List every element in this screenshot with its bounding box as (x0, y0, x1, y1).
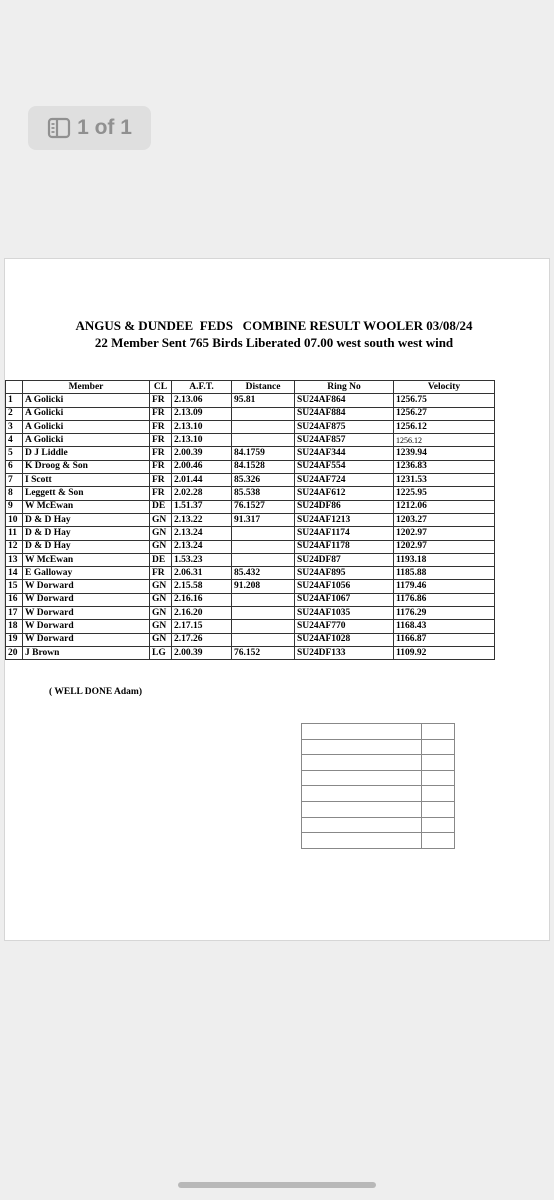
table-cell: 2.02.28 (172, 487, 232, 500)
table-cell: 16 (6, 593, 23, 606)
table-cell: A Golicki (23, 434, 150, 447)
table-row (6, 447, 495, 460)
empty-grid-cell (422, 755, 455, 771)
table-cell: 15 (6, 580, 23, 593)
table-cell: 1236.83 (394, 460, 495, 473)
table-cell: 85.432 (232, 567, 295, 580)
table-cell: 2.13.10 (172, 434, 232, 447)
table-cell: 17 (6, 607, 23, 620)
table-cell: SU24DF86 (295, 500, 394, 513)
empty-grid-row (302, 770, 455, 786)
table-cell: SU24AF1056 (295, 580, 394, 593)
table-cell: 1.51.37 (172, 500, 232, 513)
empty-grid-row (302, 755, 455, 771)
table-cell: GN (150, 620, 172, 633)
column-header (6, 381, 23, 394)
table-row (6, 420, 495, 433)
table-cell: 1202.97 (394, 527, 495, 540)
empty-grid-table (301, 723, 455, 849)
column-header: A.F.T. (172, 381, 232, 394)
table-cell: SU24DF87 (295, 553, 394, 566)
table-cell: 1202.97 (394, 540, 495, 553)
table-cell: W Dorward (23, 620, 150, 633)
table-cell: 2.00.39 (172, 447, 232, 460)
table-cell: 19 (6, 633, 23, 646)
column-header: Member (23, 381, 150, 394)
table-cell: SU24AF554 (295, 460, 394, 473)
empty-grid-row (302, 786, 455, 802)
table-cell: 1203.27 (394, 513, 495, 526)
table-cell: SU24AF1035 (295, 607, 394, 620)
table-row (6, 607, 495, 620)
table-cell: 1168.43 (394, 620, 495, 633)
table-cell: 2.00.39 (172, 646, 232, 659)
column-header: CL (150, 381, 172, 394)
table-cell: FR (150, 420, 172, 433)
table-cell (232, 540, 295, 553)
table-cell: SU24AF1067 (295, 593, 394, 606)
document-title: ANGUS & DUNDEE FEDS COMBINE RESULT WOOLER 03/08/24 (75, 318, 473, 333)
table-cell (232, 607, 295, 620)
table-cell: 2.13.10 (172, 420, 232, 433)
empty-grid-cell (422, 817, 455, 833)
table-cell (232, 434, 295, 447)
table-row (6, 646, 495, 659)
table-cell: GN (150, 607, 172, 620)
table-cell: 2.01.44 (172, 474, 232, 487)
table-cell: W McEwan (23, 500, 150, 513)
table-cell: W Dorward (23, 633, 150, 646)
table-cell: 85.326 (232, 474, 295, 487)
table-cell: 2.13.24 (172, 540, 232, 553)
table-cell: 1231.53 (394, 474, 495, 487)
table-cell: W Dorward (23, 580, 150, 593)
table-cell: SU24AF1178 (295, 540, 394, 553)
table-cell: 2 (6, 407, 23, 420)
table-cell: FR (150, 434, 172, 447)
column-header: Ring No (295, 381, 394, 394)
table-cell: 18 (6, 620, 23, 633)
table-cell: SU24AF875 (295, 420, 394, 433)
empty-grid-cell (422, 833, 455, 849)
table-cell: FR (150, 567, 172, 580)
empty-grid-cell (422, 724, 455, 740)
table-row (6, 513, 495, 526)
table-cell: FR (150, 474, 172, 487)
table-row (6, 487, 495, 500)
table-cell: E Galloway (23, 567, 150, 580)
table-cell: 2.13.09 (172, 407, 232, 420)
empty-grid-row (302, 739, 455, 755)
table-cell: 14 (6, 567, 23, 580)
column-header: Distance (232, 381, 295, 394)
table-row (6, 407, 495, 420)
home-indicator[interactable] (178, 1182, 376, 1188)
table-cell: LG (150, 646, 172, 659)
empty-grid-cell (302, 724, 422, 740)
table-cell: W Dorward (23, 607, 150, 620)
table-cell (232, 407, 295, 420)
table-cell: 6 (6, 460, 23, 473)
table-cell: 2.16.16 (172, 593, 232, 606)
table-row (6, 567, 495, 580)
footer-note: ( WELL DONE Adam) (49, 687, 142, 697)
table-cell: SU24AF857 (295, 434, 394, 447)
table-cell: 76.152 (232, 646, 295, 659)
table-cell: 5 (6, 447, 23, 460)
table-cell: 1212.06 (394, 500, 495, 513)
table-cell (232, 420, 295, 433)
empty-grid-cell (302, 770, 422, 786)
table-row (6, 460, 495, 473)
table-cell (232, 553, 295, 566)
table-cell: 76.1527 (232, 500, 295, 513)
table-row (6, 527, 495, 540)
table-cell: 1 (6, 394, 23, 407)
empty-grid-row (302, 724, 455, 740)
table-row (6, 593, 495, 606)
table-cell: K Droog & Son (23, 460, 150, 473)
table-cell: D & D Hay (23, 527, 150, 540)
table-cell: 1239.94 (394, 447, 495, 460)
table-cell: SU24DF133 (295, 646, 394, 659)
table-cell: DE (150, 553, 172, 566)
table-cell: FR (150, 394, 172, 407)
table-cell: A Golicki (23, 420, 150, 433)
table-header-row (6, 381, 495, 394)
table-cell: D & D Hay (23, 540, 150, 553)
table-row (6, 540, 495, 553)
empty-grid-row (302, 801, 455, 817)
table-cell: 1185.88 (394, 567, 495, 580)
table-cell: D J Liddle (23, 447, 150, 460)
table-cell: FR (150, 460, 172, 473)
table-cell: 1256.12 (394, 420, 495, 433)
table-cell: 84.1759 (232, 447, 295, 460)
table-cell: GN (150, 513, 172, 526)
table-cell: 2.16.20 (172, 607, 232, 620)
table-cell: 11 (6, 527, 23, 540)
table-cell: 1109.92 (394, 646, 495, 659)
table-cell: 91.317 (232, 513, 295, 526)
table-cell: W McEwan (23, 553, 150, 566)
table-row (6, 434, 495, 447)
table-cell: 2.13.22 (172, 513, 232, 526)
table-cell: SU24AF344 (295, 447, 394, 460)
table-cell (232, 593, 295, 606)
table-cell (232, 527, 295, 540)
table-cell: SU24AF1028 (295, 633, 394, 646)
table-cell: 2.17.26 (172, 633, 232, 646)
table-cell: 95.81 (232, 394, 295, 407)
table-cell: 20 (6, 646, 23, 659)
table-row (6, 553, 495, 566)
table-cell: GN (150, 540, 172, 553)
empty-grid-cell (302, 801, 422, 817)
table-row (6, 394, 495, 407)
table-cell (232, 620, 295, 633)
empty-grid-cell (422, 786, 455, 802)
table-cell: 7 (6, 474, 23, 487)
table-cell: 2.13.06 (172, 394, 232, 407)
table-cell: 85.538 (232, 487, 295, 500)
table-cell: 10 (6, 513, 23, 526)
table-cell: SU24AF612 (295, 487, 394, 500)
table-cell: SU24AF1213 (295, 513, 394, 526)
table-cell: FR (150, 407, 172, 420)
table-cell: I Scott (23, 474, 150, 487)
table-cell (232, 633, 295, 646)
table-row (6, 474, 495, 487)
column-header: Velocity (394, 381, 495, 394)
empty-grid-cell (302, 786, 422, 802)
table-cell: 1.53.23 (172, 553, 232, 566)
empty-grid-cell (302, 755, 422, 771)
table-cell: 1256.12 (394, 434, 495, 447)
table-cell: 1176.86 (394, 593, 495, 606)
table-cell: 8 (6, 487, 23, 500)
table-cell: W Dorward (23, 593, 150, 606)
table-row (6, 633, 495, 646)
table-cell: SU24AF724 (295, 474, 394, 487)
table-row (6, 620, 495, 633)
table-cell: 3 (6, 420, 23, 433)
empty-grid-cell (302, 817, 422, 833)
table-cell: GN (150, 527, 172, 540)
table-cell: 1256.27 (394, 407, 495, 420)
empty-grid-cell (422, 739, 455, 755)
table-cell: J Brown (23, 646, 150, 659)
table-cell: 84.1528 (232, 460, 295, 473)
table-cell: SU24AF770 (295, 620, 394, 633)
table-cell: 12 (6, 540, 23, 553)
table-cell: 13 (6, 553, 23, 566)
table-cell: 9 (6, 500, 23, 513)
table-cell: 91.208 (232, 580, 295, 593)
table-cell: 2.13.24 (172, 527, 232, 540)
table-cell: DE (150, 500, 172, 513)
table-cell: 1179.46 (394, 580, 495, 593)
results-table (5, 380, 495, 660)
document-page (4, 258, 550, 941)
empty-grid-cell (302, 739, 422, 755)
empty-grid-row (302, 817, 455, 833)
document-subtitle: 22 Member Sent 765 Birds Liberated 07.00 west south west wind (94, 335, 454, 350)
empty-grid-cell (422, 770, 455, 786)
empty-grid-row (302, 833, 455, 849)
table-cell: 1193.18 (394, 553, 495, 566)
table-cell: 4 (6, 434, 23, 447)
table-cell: FR (150, 447, 172, 460)
table-cell: GN (150, 580, 172, 593)
table-cell: A Golicki (23, 407, 150, 420)
table-row (6, 500, 495, 513)
table-cell: D & D Hay (23, 513, 150, 526)
table-cell: GN (150, 633, 172, 646)
sidebar-icon (47, 117, 71, 139)
page-indicator-badge[interactable] (28, 106, 151, 150)
table-cell: GN (150, 593, 172, 606)
table-row (6, 580, 495, 593)
page-indicator-text: 1 of 1 (77, 116, 132, 139)
table-cell: 2.17.15 (172, 620, 232, 633)
table-cell: 2.00.46 (172, 460, 232, 473)
table-cell: SU24AF884 (295, 407, 394, 420)
table-cell: 1166.87 (394, 633, 495, 646)
empty-grid-cell (422, 801, 455, 817)
table-cell: SU24AF1174 (295, 527, 394, 540)
empty-grid-cell (302, 833, 422, 849)
table-cell: SU24AF864 (295, 394, 394, 407)
table-cell: FR (150, 487, 172, 500)
table-cell: Leggett & Son (23, 487, 150, 500)
table-cell: 2.15.58 (172, 580, 232, 593)
table-cell: 1176.29 (394, 607, 495, 620)
table-cell: SU24AF895 (295, 567, 394, 580)
table-cell: 1225.95 (394, 487, 495, 500)
table-cell: A Golicki (23, 394, 150, 407)
table-cell: 1256.75 (394, 394, 495, 407)
table-cell: 2.06.31 (172, 567, 232, 580)
